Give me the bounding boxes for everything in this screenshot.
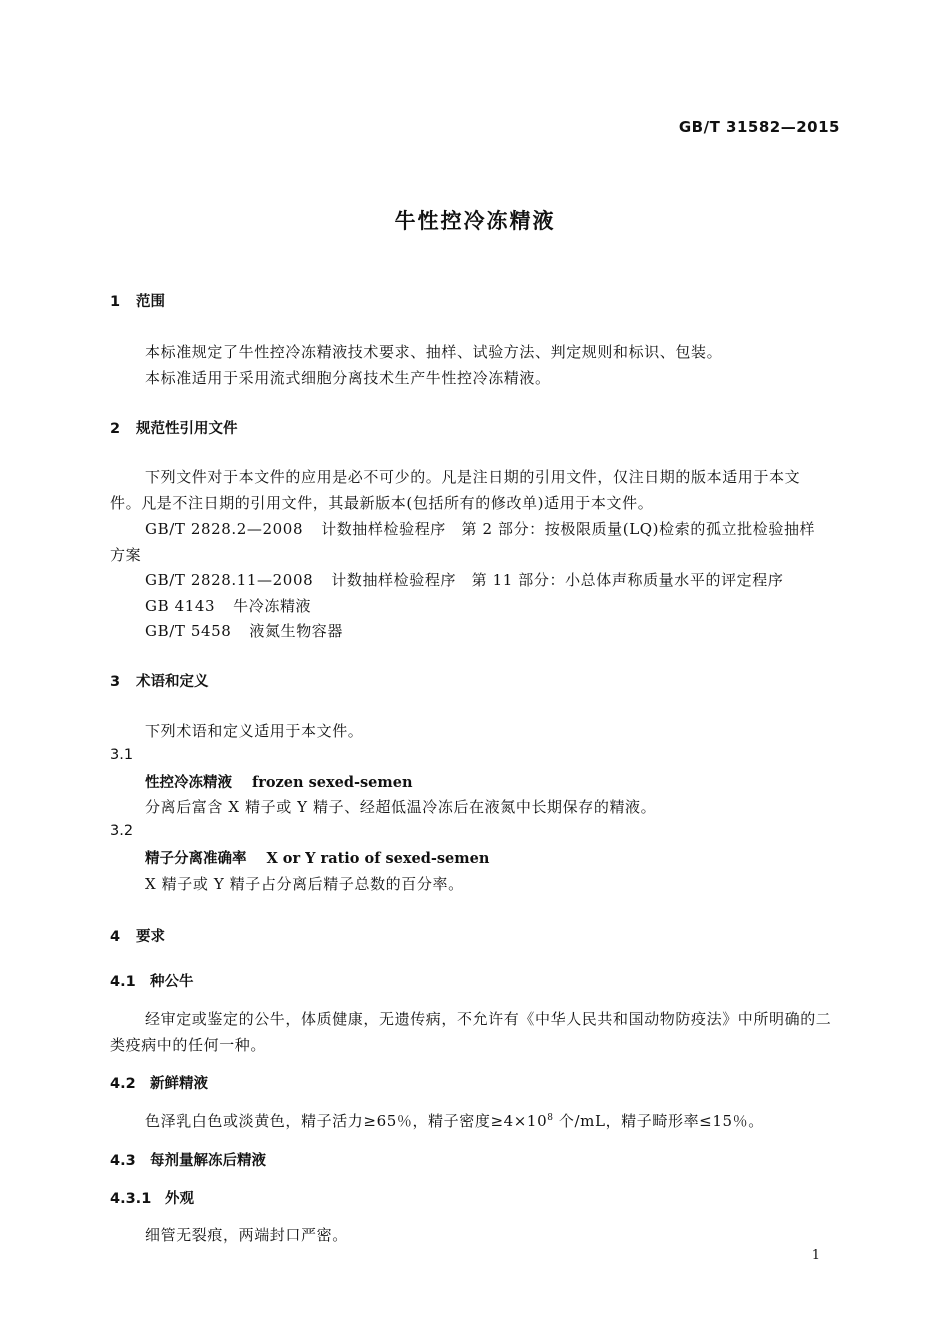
section-4-1-paragraph-line-1: 经审定或鉴定的公牛，体质健康，无遗传病，不允许有《中华人民共和国动物防疫法》中所明确的二: [145, 1010, 832, 1028]
reference-title: 牛冷冻精液: [233, 597, 312, 615]
term-heading: [145, 771, 413, 792]
reference-title: 液氮生物容器: [249, 622, 344, 640]
reference-item: [145, 569, 783, 590]
term-number: 3.1: [110, 747, 134, 763]
semen-spec-text: 色泽乳白色或淡黄色，精子活力≥65％，精子密度≥4×10: [145, 1112, 548, 1130]
section-4-3-heading: [110, 1149, 266, 1170]
reference-id: GB/T 2828.11—2008: [145, 571, 314, 589]
term-english: X or Y ratio of sexed-semen: [266, 850, 490, 867]
section-2-heading: [110, 417, 238, 438]
section-4-3-1-number: 4.3.1: [110, 1191, 152, 1207]
section-3-intro: 下列术语和定义适用于本文件。: [145, 722, 364, 740]
standard-code: GB/T 31582—2015: [678, 118, 840, 136]
section-3-heading: [110, 670, 209, 691]
section-4-3-1-heading: [110, 1187, 194, 1208]
section-4-1-title: 种公牛: [150, 974, 194, 990]
section-4-title: 要求: [136, 929, 165, 945]
section-4-2-heading: [110, 1072, 208, 1093]
density-exponent: 8: [547, 1113, 554, 1123]
section-1-paragraph-1: 本标准规定了牛性控冷冻精液技术要求、抽样、试验方法、判定规则和标识、包装。: [145, 343, 723, 361]
section-2-number: 2: [110, 421, 121, 437]
reference-item: [145, 595, 311, 616]
section-4-2-paragraph: [145, 1110, 764, 1131]
term-heading: [145, 847, 489, 868]
section-4-3-1-title: 外观: [165, 1191, 194, 1207]
section-4-1-heading: [110, 970, 194, 991]
document-title: 牛性控冷冻精液: [394, 209, 556, 233]
section-4-3-1-paragraph: 细管无裂痕，两端封口严密。: [145, 1226, 348, 1244]
reference-id: GB/T 2828.2—2008: [145, 520, 304, 538]
term-english: frozen sexed-semen: [252, 774, 413, 791]
reference-item: [145, 518, 815, 539]
term-definition: 分离后富含 X 精子或 Y 精子、经超低温冷冻后在液氮中长期保存的精液。: [145, 798, 657, 816]
reference-item: [145, 620, 343, 641]
reference-id: GB 4143: [145, 597, 216, 615]
section-1-heading: [110, 290, 165, 311]
section-3-number: 3: [110, 674, 121, 690]
term-chinese: 性控冷冻精液: [145, 774, 232, 791]
term-definition: X 精子或 Y 精子占分离后精子总数的百分率。: [145, 875, 464, 893]
reference-id: GB/T 5458: [145, 622, 232, 640]
reference-title: 计数抽样检验程序 第 2 部分：按极限质量(LQ)检索的孤立批检验抽样: [321, 520, 816, 538]
term-number: 3.2: [110, 823, 134, 839]
reference-title-continuation: 方案: [110, 546, 142, 564]
section-4-2-title: 新鲜精液: [150, 1076, 208, 1092]
section-2-intro-line-2: 件。凡是不注日期的引用文件，其最新版本(包括所有的修改单)适用于本文件。: [110, 494, 654, 512]
reference-title: 计数抽样检验程序 第 11 部分：小总体声称质量水平的评定程序: [331, 571, 784, 589]
section-1-number: 1: [110, 294, 121, 310]
section-2-intro-line-1: 下列文件对于本文件的应用是必不可少的。凡是注日期的引用文件，仅注日期的版本适用于本文: [145, 468, 801, 486]
section-2-title: 规范性引用文件: [136, 421, 238, 437]
section-3-title: 术语和定义: [136, 674, 209, 690]
section-4-3-title: 每剂量解冻后精液: [150, 1153, 266, 1169]
page-number: 1: [811, 1248, 820, 1263]
semen-spec-text-continued: 个/mL，精子畸形率≤15％。: [553, 1112, 764, 1130]
section-4-3-number: 4.3: [110, 1153, 136, 1169]
section-4-1-number: 4.1: [110, 974, 136, 990]
term-chinese: 精子分离准确率: [145, 850, 247, 867]
section-4-heading: [110, 925, 165, 946]
section-1-paragraph-2: 本标准适用于采用流式细胞分离技术生产牛性控冷冻精液。: [145, 369, 551, 387]
section-4-number: 4: [110, 929, 121, 945]
section-4-1-paragraph-line-2: 类疫病中的任何一种。: [110, 1036, 267, 1054]
section-4-2-number: 4.2: [110, 1076, 136, 1092]
section-1-title: 范围: [136, 294, 165, 310]
